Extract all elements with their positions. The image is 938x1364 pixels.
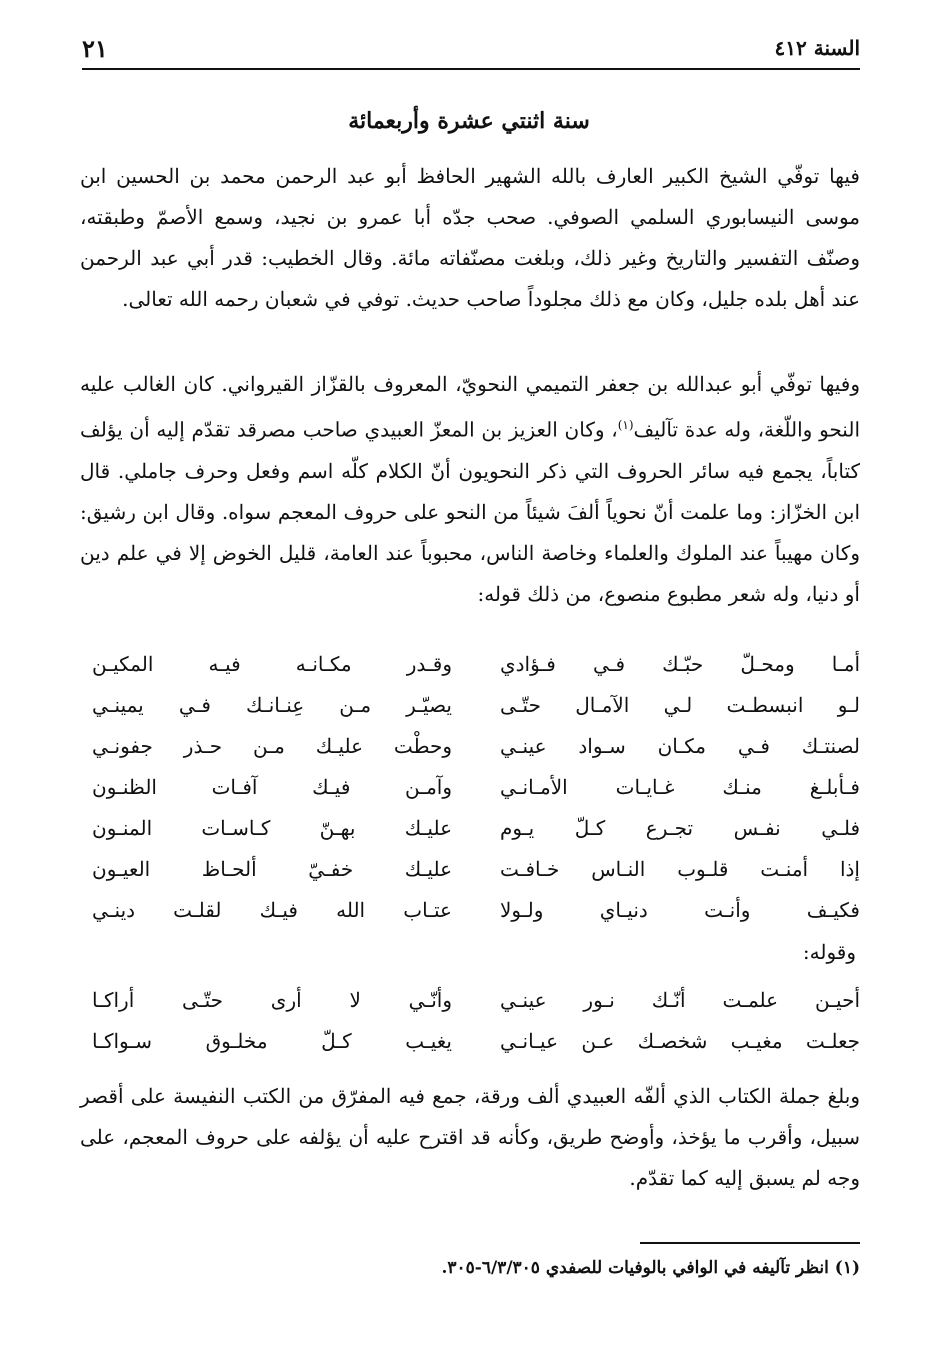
page-number: ٢١	[82, 34, 108, 63]
poem-verse	[80, 857, 860, 898]
footnote-marker: (١)	[617, 418, 634, 432]
verse-first-hemistich: إذا أمنـت قلـوب النـاس خـافـت	[500, 857, 860, 881]
verse-second-hemistich: يصيّـر مـن عِنـانـك فـي يمينـي	[92, 693, 452, 717]
paragraph-1: فيها توفّي الشيخ الكبير العارف بالله الشهير الحافظ أبو عبد الرحمن محمد بن الحسين ابن موسى النيسابوري السلمي الصوفي. صحب جدّه أبا عمرو بن نجيد، وسمع الأصمّ وطبقته، وصنّف التفسير والتاريخ وغير ذلك، وبلغت مصنّفاته مائة. وقال الخطيب: قدر أبي عبد الرحمن عند أهل بلده جليل، وكان مع ذلك مجلوداً صاحب حديث. توفي في شعبان رحمه الله تعالى.	[80, 164, 860, 311]
poem-verse	[80, 734, 860, 775]
verse-second-hemistich: عليـك بهـنّ كـاسـات المنـون	[92, 816, 452, 840]
section-title: سنة اثنتي عشرة وأربعمائة	[348, 108, 590, 134]
verse-first-hemistich: جعلـت مغيـب شخصـك عـن عيـانـي	[500, 1029, 860, 1053]
verse-second-hemistich: يغيـب كـلّ مخلـوق سـواكـا	[92, 1029, 452, 1053]
verse-first-hemistich: فلـي نفـس تجـرع كـلّ يـوم	[500, 816, 860, 840]
running-title: السنة ٤١٢	[774, 36, 860, 60]
paragraph-2	[80, 364, 860, 615]
verse-second-hemistich: وحطْت عليـك مـن حـذر جفونـي	[92, 734, 452, 758]
footnote-divider	[640, 1242, 860, 1244]
verse-first-hemistich: أمـا ومحـلّ حبّـك فـي فـؤادي	[500, 652, 860, 676]
verse-first-hemistich: فكيـف وأنـت دنيـاي ولـولا	[500, 898, 860, 922]
poem-verse	[80, 1029, 860, 1070]
footnote: (١) انظر تآليفه في الوافي بالوفيات للصفدي ٦/٣/٣٠٥-٣٠٥.	[441, 1258, 860, 1278]
poem-2-intro: وقوله:	[802, 940, 856, 964]
verse-first-hemistich: لـو انبسطـت لـي الآمـال حتّـى	[500, 693, 860, 717]
verse-second-hemistich: عليـك خفـيّ ألحـاظ العيـون	[92, 857, 452, 881]
poem-verse	[80, 652, 860, 693]
poem-verse	[80, 988, 860, 1029]
verse-first-hemistich: أحيـن علمـت أنّـك نـور عينـي	[500, 988, 860, 1012]
poem-verse	[80, 693, 860, 734]
poem-verse	[80, 816, 860, 857]
paragraph-2-part-2: ، وكان العزيز بن المعزّ العبيدي صاحب مصرقد تقدّم إليه أن يؤلف كتاباً، يجمع فيه سائر الحروف التي ذكر النحويون أنّ الكلام كلّه اسم وفعل وحرف جاملي. قال ابن الخزّاز: وما علمت أنّ نحوياً ألفَ شيئاً من النحو على حروف المعجم سواه. وقال ابن رشيق: وكان مهيباً عند الملوك والعلماء وخاصة الناس، محبوباً عند العامة، قليل الخوض إلا في علم دين أو دنيا، وله شعر مطبوع منصوع، من ذلك قوله:	[80, 417, 860, 606]
verse-second-hemistich: وآمـن فيـك آفـات الظنـون	[92, 775, 452, 799]
poem-verse	[80, 898, 860, 939]
verse-second-hemistich: وأنّـي لا أرى حتّـى أراكـا	[92, 988, 452, 1012]
poem-verse	[80, 775, 860, 816]
page-header	[82, 34, 860, 70]
poem-2	[80, 988, 860, 1070]
poem-1	[80, 652, 860, 939]
paragraph-3: وبلغ جملة الكتاب الذي ألفّه العبيدي ألف ورقة، جمع فيه المفرّق من الكتب النفيسة على أقصر سبيل، وأقرب ما يؤخذ، وأوضح طريق، وكأنه قد اقترح عليه أن يؤلفه على حروف المعجم، على وجه لم يسبق إليه كما تقدّم.	[80, 1084, 860, 1190]
verse-second-hemistich: عتـاب الله فيـك لقلـت دينـي	[92, 898, 452, 922]
paragraph-2-part-1: وفيها توفّي أبو عبدالله بن جعفر التميمي النحويّ، المعروف بالقزّاز القيرواني. كان الغالب عليه النحو واللّغة، وله عدة تآليف	[80, 372, 860, 442]
verse-first-hemistich: لصنتـك فـي مكـان سـواد عينـي	[500, 734, 860, 758]
verse-second-hemistich: وقـدر مكـانـه فيـه المكيـن	[92, 652, 452, 676]
verse-first-hemistich: فـأبلـغ منـك غـايـات الأمـانـي	[500, 775, 860, 799]
